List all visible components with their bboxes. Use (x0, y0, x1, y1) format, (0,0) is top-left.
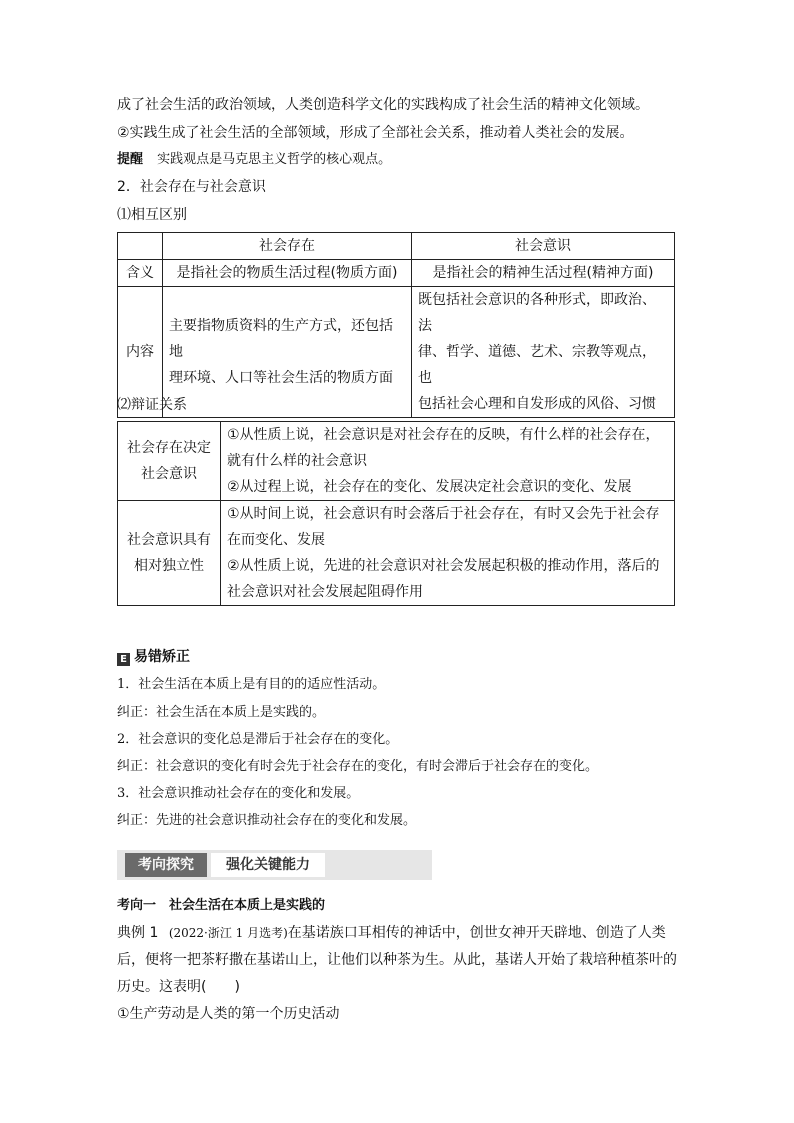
cell-text: 是指社会的物质生活过程(物质方面) (163, 260, 412, 287)
cell-line: 包括社会心理和自发形成的风俗、习惯 (418, 396, 656, 412)
tip-label: 提醒 (117, 152, 144, 167)
label-line: 社会存在决定 (127, 440, 211, 456)
example-label: 典例 1 (117, 925, 159, 941)
correction-item: 纠正：社会生活在本质上是实践的。 (117, 705, 326, 720)
banner-left: 考向探究 (125, 853, 207, 877)
header-social-consciousness: 社会意识 (412, 233, 675, 260)
option-1: ①生产劳动是人类的第一个历史活动 (117, 1006, 340, 1022)
cell-line: ②从性质上说，先进的社会意识对社会发展起积极的推动作用，落后的 (227, 558, 660, 574)
tip-text: 实践观点是马克思主义哲学的核心观点。 (157, 152, 392, 167)
cell-line: 在而变化、发展 (227, 532, 325, 548)
banner-right: 强化关键能力 (211, 853, 325, 877)
header-social-existence: 社会存在 (163, 233, 412, 260)
correction-item: 2．社会意识的变化总是滞后于社会存在的变化。 (117, 732, 399, 747)
cell-line: 律、哲学、道德、艺术、宗教等观点，也 (418, 344, 656, 386)
row-label: 内容 (118, 287, 163, 418)
cell-line: 就有什么样的社会意识 (227, 453, 367, 469)
table-row (118, 287, 675, 418)
example-line-2: 后，便将一把茶籽撒在基诺山上，让他们以种茶为生。从此，基诺人开始了栽培种植茶叶的 (117, 952, 677, 968)
section-banner (117, 850, 432, 880)
row-label (118, 422, 221, 501)
row-label (118, 501, 221, 606)
example-line-3: 历史。这表明( ) (117, 979, 240, 995)
table-header-row (118, 233, 675, 260)
cell-text: 是指社会的精神生活过程(精神方面) (412, 260, 675, 287)
tip (117, 150, 391, 170)
error-correction-icon: E (117, 653, 130, 666)
label-line: 社会意识具有 (127, 532, 211, 548)
cell-content (221, 501, 675, 606)
row-label: 含义 (118, 260, 163, 287)
cell-content (163, 287, 412, 418)
cell-line: ①从性质上说，社会意识是对社会存在的反映，有什么样的社会存在， (227, 427, 660, 443)
table-row (118, 501, 675, 606)
subsection-difference: ⑴相互区别 (117, 207, 187, 223)
intro-line-2: ②实践生成了社会生活的全部领域，形成了全部社会关系，推动着人类社会的发展。 (117, 125, 634, 141)
table-row (118, 260, 675, 287)
difference-table (117, 232, 675, 418)
cell-content (412, 287, 675, 418)
cell-line: 社会意识对社会发展起阻碍作用 (227, 584, 423, 600)
table-row (118, 422, 675, 501)
correction-item: 1．社会生活在本质上是有目的的适应性活动。 (117, 677, 386, 692)
subsection-dialectic: ⑵辩证关系 (117, 397, 187, 413)
cell-line: 主要指物质资料的生产方式，还包括地 (169, 318, 393, 360)
label-line: 相对独立性 (134, 558, 204, 574)
direction-title: 考向一 社会生活在本质上是实践的 (117, 898, 326, 913)
correction-item: 纠正：社会意识的变化有时会先于社会存在的变化，有时会滞后于社会存在的变化。 (117, 759, 599, 774)
example-line-1 (117, 923, 666, 943)
dialectic-table (117, 421, 675, 606)
corrections-heading (117, 647, 190, 667)
cell-content (221, 422, 675, 501)
cell-line: ①从时间上说，社会意识有时会落后于社会存在，有时又会先于社会存 (227, 506, 660, 522)
example-source: (2022·浙江 1 月选考) (168, 926, 288, 940)
cell-line: 理环境、人口等社会生活的物质方面 (169, 370, 393, 386)
intro-line-1: 成了社会生活的政治领域，人类创造科学文化的实践构成了社会生活的精神文化领域。 (117, 97, 649, 113)
correction-item: 纠正：先进的社会意识推动社会存在的变化和发展。 (117, 813, 417, 828)
label-line: 社会意识 (141, 466, 197, 482)
cell-line: 既包括社会意识的各种形式，即政治、法 (418, 292, 656, 334)
correction-item: 3．社会意识推动社会存在的变化和发展。 (117, 786, 360, 801)
section-title: 2．社会存在与社会意识 (117, 179, 266, 195)
example-text: 在基诺族口耳相传的神话中，创世女神开天辟地、创造了人类 (287, 925, 666, 941)
cell-line: ②从过程上说，社会存在的变化、发展决定社会意识的变化、发展 (227, 479, 632, 495)
corrections-title: 易错矫正 (134, 649, 190, 665)
